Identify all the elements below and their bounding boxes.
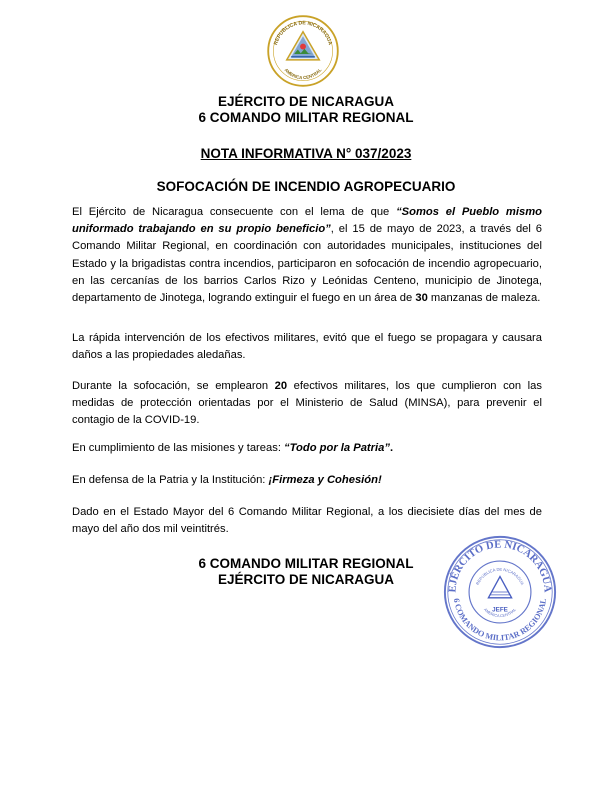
stamp-inner-top-text: REPUBLICA DE NICARAGUA (474, 566, 526, 586)
official-stamp (442, 534, 558, 650)
p1-text-c: manzanas de maleza. (427, 292, 541, 305)
svg-text:AMERICA CENTRAL (283, 67, 322, 80)
stamp-top-text: EJÉRCITO DE NICARAGUA (447, 539, 553, 593)
p5-text-a: En defensa de la Patria y la Institución: (72, 474, 269, 486)
paragraph-2: La rápida intervención de los efectivos militares, evitó que el fuego se propagara y causara daños a las propiedades aledañas. (72, 332, 542, 362)
paragraph-3 (72, 378, 542, 430)
coat-of-arms-seal (266, 14, 340, 88)
p3-count: 20 (274, 380, 288, 392)
p3-text-a: Durante la sofocación, se emplearon (72, 380, 275, 392)
nota-title: NOTA INFORMATIVA N° 037/2023 (200, 146, 412, 161)
org-line-1: EJÉRCITO DE NICARAGUA (217, 94, 395, 109)
stamp-role: JEFE (492, 606, 508, 614)
p4-text-a: En cumplimiento de las misiones y tareas: (72, 442, 285, 454)
paragraph-4 (72, 440, 542, 457)
svg-text:EJÉRCITO DE NICARAGUA (447, 539, 552, 593)
paragraph-5 (72, 472, 542, 489)
p1-text-a: El Ejército de Nicaragua consecuente con el lema de que (72, 206, 397, 218)
signature-line-1: 6 COMANDO MILITAR REGIONAL (198, 556, 414, 571)
stamp-bottom-text: 6 COMANDO MILITAR REGIONAL (451, 597, 549, 643)
seal-top-text: REPUBLICA DE NICARAGUA (273, 20, 333, 46)
p5-motto: ¡Firmeza y Cohesión! (268, 474, 382, 486)
p4-motto: “Todo por la Patria” (284, 442, 390, 454)
paragraph-1 (72, 204, 542, 307)
stamp-inner-bottom-text: AMERICA CENTRAL (483, 607, 517, 619)
p1-area: 30 (415, 292, 428, 305)
subject-heading: SOFOCACIÓN DE INCENDIO AGROPECUARIO (156, 179, 456, 194)
paragraph-6: Dado en el Estado Mayor del 6 Comando Militar Regional, a los diecisiete días del mes de mayo del año dos mil veintitrés. (72, 506, 542, 536)
signature-line-2: EJÉRCITO DE NICARAGUA (217, 572, 395, 587)
org-line-2: 6 COMANDO MILITAR REGIONAL (198, 110, 414, 125)
seal-bottom-text: AMERICA CENTRAL (283, 67, 323, 81)
p4-text-b: . (389, 442, 394, 454)
p1-motto: “Somos el Pueblo mismo uniformado trabajando en su propio beneficio” (72, 206, 542, 236)
organization-heading (0, 94, 612, 126)
p3-text-b: efectivos militares, los que cumplieron con las medidas de protección orientadas por el Ministerio de Salud (MINSA), para prevenir el contagio de la COVID-19. (72, 380, 542, 427)
p1-text-b: , el 15 de mayo de 2023, a través del 6 Comando Militar Regional, en coordinación con autoridades municipales, instituciones del Estado y la brigadistas contra incendios, participaron en sofocación de incendio agropecuario, en las cercanías de los barrios Carlos Rizo y Leónidas Centeno, municipio de Jinotega, departamento de Jinotega, logrando extinguir el fuego en un área de (72, 223, 543, 305)
